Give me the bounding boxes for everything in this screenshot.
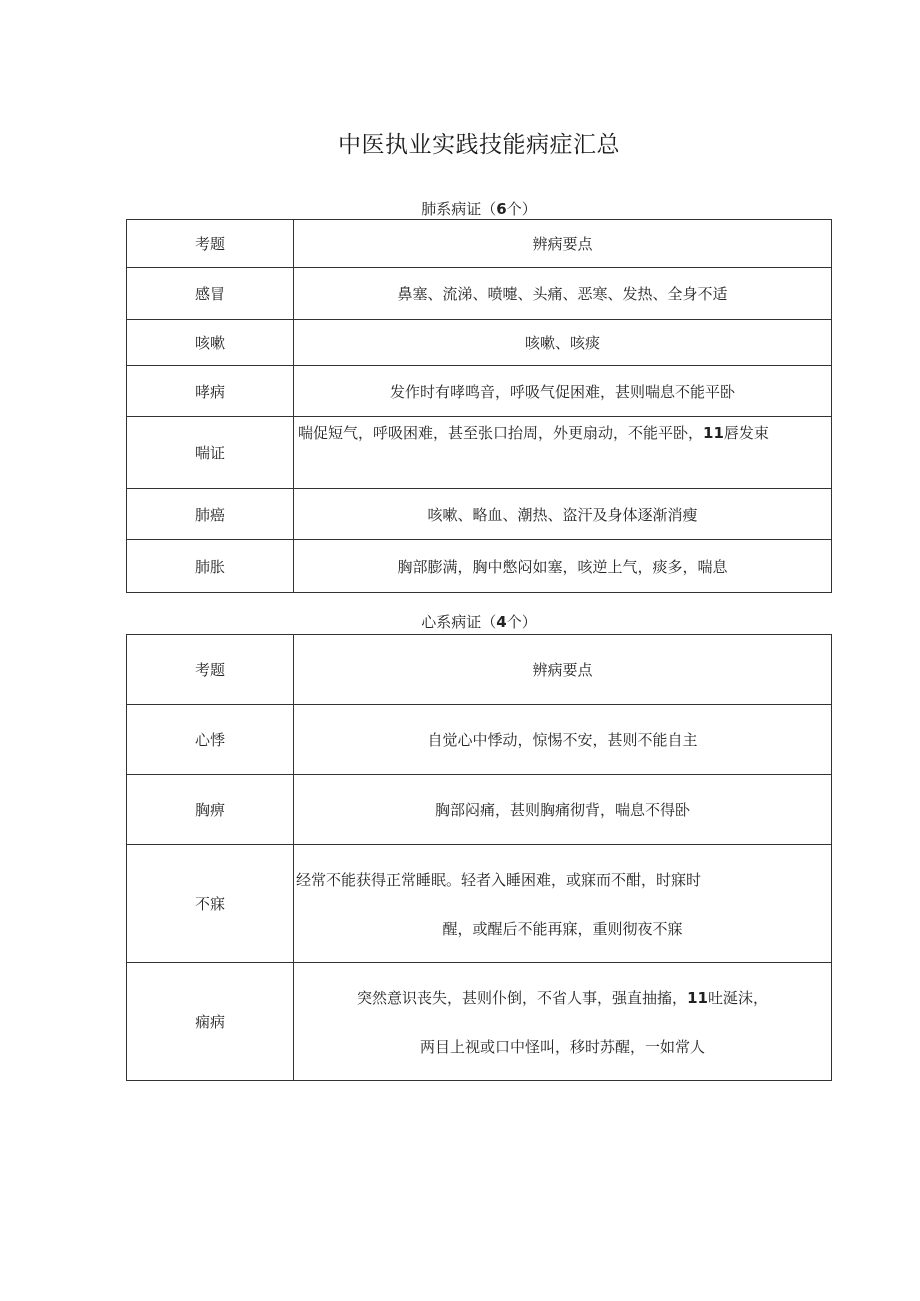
document-title: 中医执业实践技能病症汇总 — [338, 132, 620, 158]
points-part: 唇发束 — [723, 424, 769, 442]
table-row — [127, 268, 832, 320]
points-line — [294, 987, 831, 1008]
table-row — [127, 320, 832, 366]
row-points: 咳嗽、咳痰 — [294, 320, 832, 366]
table-row — [127, 540, 832, 593]
caption-suffix: 个） — [506, 200, 537, 218]
caption-count: 6 — [496, 200, 507, 218]
points-line: 两目上视或口中怪叫，移时苏醒，一如常人 — [419, 1037, 705, 1056]
points-number: 11 — [687, 988, 708, 1007]
table-row — [127, 775, 832, 845]
row-topic: 哮病 — [127, 366, 294, 417]
table-row — [127, 963, 832, 1081]
row-points: 胸部膨满，胸中憋闷如塞，咳逆上气，痰多，喘息 — [294, 540, 832, 593]
lung-syndromes-table — [126, 219, 832, 593]
table-header-row — [127, 635, 832, 705]
row-topic: 感冒 — [127, 268, 294, 320]
points-part: 吐涎沫， — [707, 988, 768, 1007]
row-topic: 喘证 — [127, 417, 294, 489]
row-topic: 不寐 — [127, 845, 294, 963]
section-caption-heart — [0, 611, 920, 632]
row-points — [294, 417, 832, 489]
points-line: 醒，或醒后不能再寐，重则彻夜不寐 — [442, 919, 683, 938]
points-number: 11 — [703, 424, 724, 442]
points-part: 突然意识丧失，甚则仆倒，不省人事，强直抽搐， — [357, 988, 688, 1007]
row-topic: 心悸 — [127, 705, 294, 775]
table-header-row — [127, 220, 832, 268]
row-points: 发作时有哮鸣音，呼吸气促困难，甚则喘息不能平卧 — [294, 366, 832, 417]
section-caption-lung — [0, 198, 920, 219]
caption-count: 4 — [496, 613, 507, 631]
caption-prefix: 心系病证（ — [421, 613, 497, 631]
row-points — [294, 963, 832, 1081]
row-topic: 胸痹 — [127, 775, 294, 845]
caption-prefix: 肺系病证（ — [421, 200, 497, 218]
table-row — [127, 845, 832, 963]
header-topic: 考题 — [127, 635, 294, 705]
row-topic: 肺胀 — [127, 540, 294, 593]
header-points: 辨病要点 — [294, 220, 832, 268]
points-part: 喘促短气，呼吸困难，甚至张口抬周，外更扇动，不能平卧， — [298, 424, 704, 442]
caption-suffix: 个） — [506, 613, 537, 631]
table-row — [127, 489, 832, 540]
row-topic: 肺癌 — [127, 489, 294, 540]
points-line: 经常不能获得正常睡眠。轻者入睡困难，或寐而不酣，时寐时 — [296, 870, 702, 889]
row-topic: 咳嗽 — [127, 320, 294, 366]
header-topic: 考题 — [127, 220, 294, 268]
row-points: 鼻塞、流涕、喷嚏、头痛、恶寒、发热、全身不适 — [294, 268, 832, 320]
row-points: 胸部闷痛，甚则胸痛彻背，喘息不得卧 — [294, 775, 832, 845]
row-points: 咳嗽、略血、潮热、盗汗及身体逐渐消瘦 — [294, 489, 832, 540]
table-row — [127, 705, 832, 775]
row-points: 自觉心中悸动，惊惕不安，甚则不能自主 — [294, 705, 832, 775]
table-row — [127, 366, 832, 417]
row-points — [294, 845, 832, 963]
row-topic: 痫病 — [127, 963, 294, 1081]
heart-syndromes-table — [126, 634, 832, 1081]
table-row — [127, 417, 832, 489]
header-points: 辨病要点 — [294, 635, 832, 705]
